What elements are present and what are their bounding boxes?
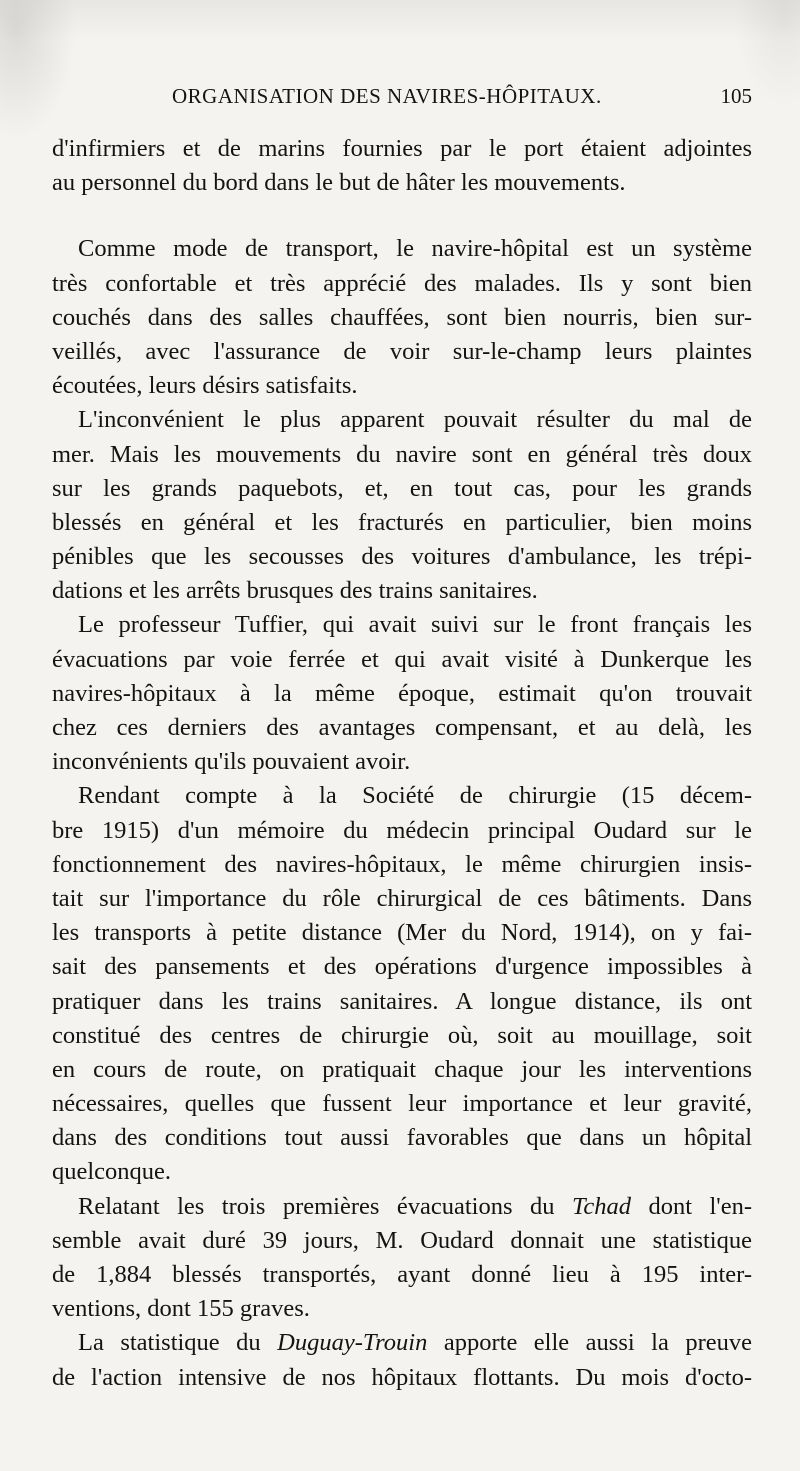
paragraph [52,132,752,200]
text-line: quelconque. [52,1158,172,1186]
text-line: inconvénients qu'ils pouvaient avoir. [52,748,411,776]
text-line: dations et les arrêts brusques des trains sanitaires. [52,577,538,605]
paragraph-gap [52,200,752,232]
text-line: couchés dans des salles chauffées, sont bien nourris, bien sur- [52,303,752,331]
text-line: semble avait duré 39 jours, M. Oudard donnait une statistique [52,1226,752,1254]
text-line: Rendant compte à la Société de chirurgie (15 décem- [78,782,752,810]
page-number: 105 [720,84,752,108]
text-line: dans des conditions tout aussi favorables que dans un hôpital [52,1124,752,1152]
text-line: blessés en général et les fracturés en particulier, bien moins [52,508,752,536]
text-line: nécessaires, quelles que fussent leur importance et leur gravité, [52,1090,752,1118]
text-line: La statistique du Duguay-Trouin apporte elle aussi la preuve [78,1329,752,1357]
text-line: très confortable et très apprécié des malades. Ils y sont bien [52,269,752,297]
paragraph [52,403,752,608]
paragraph [52,608,752,779]
text-line: les transports à petite distance (Mer du Nord, 1914), on y fai- [52,919,752,947]
text-line: L'inconvénient le plus apparent pouvait résulter du mal de [78,406,752,434]
text-line: fonctionnement des navires-hôpitaux, le même chirurgien insis- [52,850,752,878]
text-line: bre 1915) d'un mémoire du médecin principal Oudard sur le [52,816,752,844]
paragraph [52,779,752,1189]
text-line: constitué des centres de chirurgie où, soit au mouillage, soit [52,1021,752,1049]
text-line: évacuations par voie ferrée et qui avait visité à Dunkerque les [52,645,752,673]
text-line: de l'action intensive de nos hôpitaux flottants. Du mois d'octo- [52,1363,752,1391]
ship-name: Tchad [571,1192,631,1220]
text-line: sur les grands paquebots, et, en tout cas, pour les grands [52,474,752,502]
text-line: Relatant les trois premières évacuations du Tchad dont l'en- [78,1192,752,1220]
page-header [52,84,752,124]
paragraph [52,1326,752,1394]
paragraph [52,1190,752,1327]
text-line: en cours de route, on pratiquait chaque jour les interventions [52,1055,752,1083]
text-line: veillés, avec l'assurance de voir sur-le-champ leurs plaintes [52,337,752,365]
text-line: chez ces derniers des avantages compensant, et au delà, les [52,714,752,741]
text-line: Le professeur Tuffier, qui avait suivi sur le front français les [78,611,752,639]
text-line: d'infirmiers et de marins fournies par le port étaient adjointes [52,135,752,162]
text-line: Comme mode de transport, le navire-hôpital est un système [78,235,752,263]
text-line: tait sur l'importance du rôle chirurgical de ces bâtiments. Dans [52,884,752,912]
text-line: de 1,884 blessés transportés, ayant donné lieu à 195 inter- [52,1261,752,1288]
running-head: ORGANISATION DES NAVIRES-HÔPITAUX. [172,84,602,108]
text-line: navires-hôpitaux à la même époque, estimait qu'on trouvait [52,679,752,707]
body-text [52,132,752,1395]
text-line: pénibles que les secousses des voitures d'ambulance, les trépi- [52,543,752,571]
text-line: au personnel du bord dans le but de hâter les mouvements. [52,169,626,197]
ship-name: Duguay-Trouin [277,1329,428,1357]
text-line: écoutées, leurs désirs satisfaits. [52,372,358,400]
page-edge-shadow [0,0,800,40]
text-line: pratiquer dans les trains sanitaires. A longue distance, ils ont [52,987,752,1015]
paragraph [52,232,752,403]
text-line: mer. Mais les mouvements du navire sont en général très doux [52,440,752,468]
text-line: ventions, dont 155 graves. [52,1295,310,1323]
text-line: sait des pansements et des opérations d'urgence impossibles à [52,953,752,981]
